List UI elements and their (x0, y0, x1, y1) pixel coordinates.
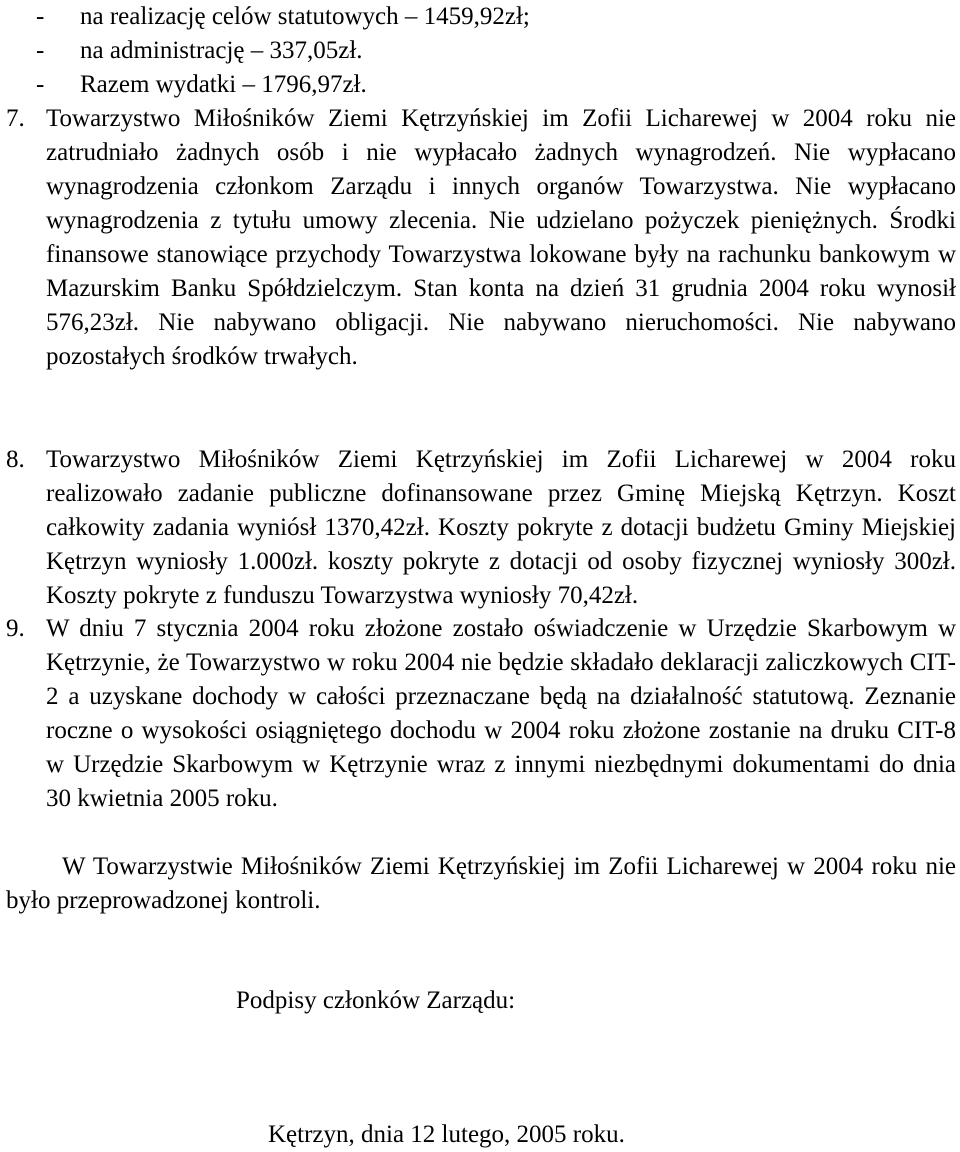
closing-paragraph: W Towarzystwie Miłośników Ziemi Kętrzyńskiej im Zofii Licharewej w 2004 roku nie było przeprowadzonej kontroli. (6, 853, 956, 914)
expense-item-total (36, 68, 367, 102)
section-number: 7. (6, 105, 25, 132)
section-text: Towarzystwo Miłośników Ziemi Kętrzyńskiej im Zofii Licharewej w 2004 roku realizowało zadanie publiczne dofinansowane przez Gminę Miejską Kętrzyn. Koszt całkowity zadania wyniósł 1370,42zł. Koszty pokryte z dotacji budżetu Gminy Miejskiej Kętrzyn wyniosły 1.000zł. koszty pokryte z dotacji od osoby fizycznej wyniosły 300zł. Koszty pokryte z funduszu Towarzystwa wyniosły 70,42zł. (46, 446, 956, 609)
section-number: 9. (6, 615, 25, 642)
section-8 (6, 443, 956, 613)
place-and-date: Kętrzyn, dnia 12 lutego, 2005 roku. (268, 1121, 625, 1148)
expense-item-administration (36, 34, 363, 68)
expense-item-statutory (36, 0, 530, 34)
list-dash: - (36, 37, 45, 64)
section-text: W dniu 7 stycznia 2004 roku złożone zostało oświadczenie w Urzędzie Skarbowym w Kętrzynie, że Towarzystwo w roku 2004 nie będzie składało deklaracji zaliczkowych CIT-2 a uzyskane dochody w całości przeznaczane będą na działalność statutową. Zeznanie roczne o wysokości osiągniętego dochodu w 2004 roku złożone zostanie na druku CIT-8 w Urzędzie Skarbowym w Kętrzynie wraz z innymi niezbędnymi dokumentami do dnia 30 kwietnia 2005 roku. (46, 615, 956, 812)
list-dash: - (36, 71, 45, 98)
section-7 (6, 102, 956, 374)
expense-item-text: na administrację – 337,05zł. (80, 37, 363, 64)
expense-item-text: na realizację celów statutowych – 1459,92zł; (80, 3, 530, 30)
section-text: Towarzystwo Miłośników Ziemi Kętrzyńskiej im Zofii Licharewej w 2004 roku nie zatrudniało żadnych osób i nie wypłacało żadnych wynagrodzeń. Nie wypłacano wynagrodzenia członkom Zarządu i innych organów Towarzystwa. Nie wypłacano wynagrodzenia z tytułu umowy zlecenia. Nie udzielano pożyczek pieniężnych. Środki finansowe stanowiące przychody Towarzystwa lokowane były na rachunku bankowym w Mazurskim Banku Spółdzielczym. Stan konta na dzień 31 grudnia 2004 roku wynosił 576,23zł. Nie nabywano obligacji. Nie nabywano nieruchomości. Nie nabywano pozostałych środków trwałych. (46, 105, 956, 370)
expense-item-text: Razem wydatki – 1796,97zł. (80, 71, 367, 98)
section-9 (6, 612, 956, 816)
section-number: 8. (6, 446, 25, 473)
list-dash: - (36, 3, 45, 30)
signatures-label: Podpisy członków Zarządu: (236, 987, 516, 1014)
